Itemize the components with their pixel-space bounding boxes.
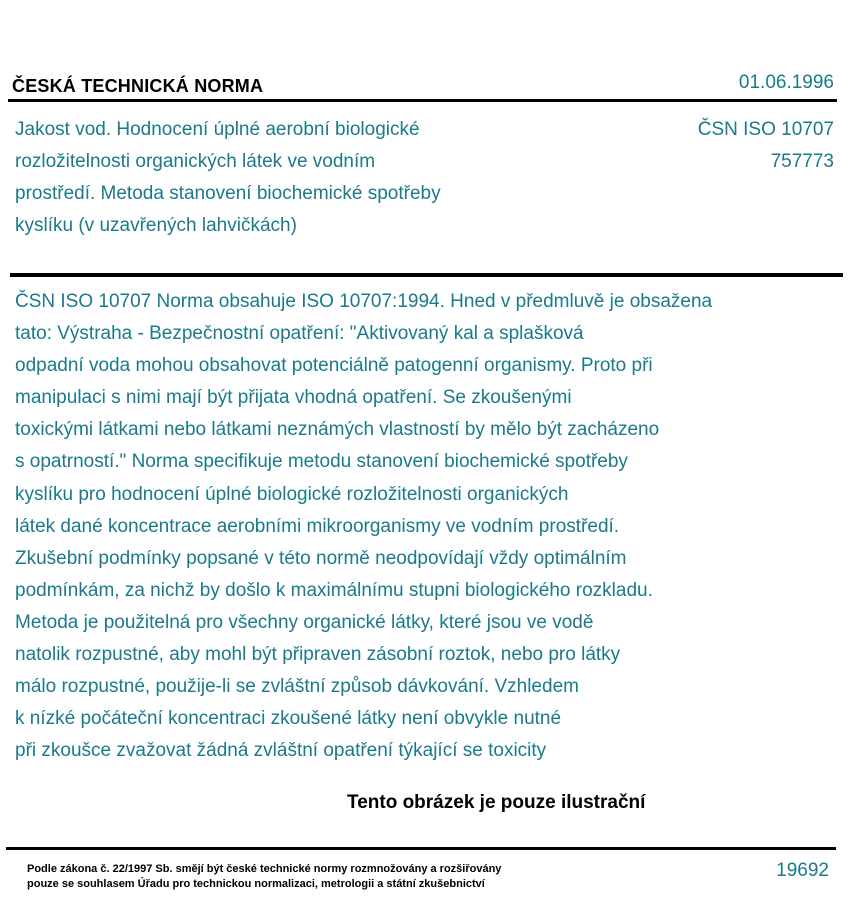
norm-title-line: kyslíku (v uzavřených lahvičkách) — [15, 215, 297, 236]
legal-notice — [27, 862, 501, 892]
abstract-line: natolik rozpustné, aby mohl být připraven zásobní roztok, nebo pro látky — [15, 644, 621, 666]
footer-divider — [6, 847, 836, 850]
class-code: 757773 — [770, 151, 834, 172]
abstract-line: Metoda je použitelná pro všechny organické látky, které jsou ve vodě — [15, 611, 594, 633]
abstract-line: při zkoušce zvažovat žádná zvláštní opatření týkající se toxicity — [15, 740, 547, 762]
abstract-line: kyslíku pro hodnocení úplné biologické rozložitelnosti organických — [15, 483, 569, 505]
abstract-line: Zkušební podmínky popsané v této normě neodpovídají vždy optimálním — [15, 547, 627, 569]
header-divider — [8, 99, 837, 102]
document-number: 19692 — [776, 860, 829, 881]
title-divider — [10, 273, 843, 277]
norm-title-line: Jakost vod. Hodnocení úplné aerobní biologické — [15, 119, 420, 140]
abstract-line: s opatrností." Norma specifikuje metodu stanovení biochemické spotřeby — [15, 451, 628, 473]
norm-title-line: prostředí. Metoda stanovení biochemické spotřeby — [15, 183, 441, 204]
issue-date: 01.06.1996 — [738, 72, 834, 93]
norm-title-line: rozložitelnosti organických látek ve vodním — [15, 151, 376, 172]
abstract-line: toxickými látkami nebo látkami neznámých vlastností by mělo být zacházeno — [15, 419, 660, 441]
norm-title — [15, 114, 535, 242]
document-header-title: ČESKÁ TECHNICKÁ NORMA — [12, 76, 264, 96]
abstract-line: manipulaci s nimi mají být přijata vhodná opatření. Se zkoušenými — [15, 387, 572, 409]
norm-abstract — [15, 286, 845, 767]
legal-notice-line: pouze se souhlasem Úřadu pro technickou normalizaci, metrologii a státní zkušebnictví — [27, 878, 485, 890]
abstract-line: ČSN ISO 10707 Norma obsahuje ISO 10707:1994. Hned v předmluvě je obsažena — [15, 291, 713, 312]
abstract-line: málo rozpustné, použije-li se zvláštní způsob dávkování. Vzhledem — [15, 676, 579, 698]
abstract-line: tato: Výstraha - Bezpečnostní opatření: "Aktivovaný kal a splašková — [15, 323, 584, 345]
legal-notice-line: Podle zákona č. 22/1997 Sb. smějí být české technické normy rozmnožovány a rozšiřovány — [27, 863, 502, 875]
abstract-line: odpadní voda mohou obsahovat potenciálně patogenní organismy. Proto při — [15, 355, 653, 377]
norm-codes — [698, 114, 834, 178]
abstract-line: podmínkám, za nichž by došlo k maximálnímu stupni biologického rozkladu. — [15, 579, 653, 601]
abstract-line: k nízké počáteční koncentraci zkoušené látky není obvykle nutné — [15, 708, 562, 730]
illustrative-note: Tento obrázek je pouze ilustrační — [347, 792, 646, 813]
norm-number: ČSN ISO 10707 — [697, 119, 834, 140]
abstract-line: látek dané koncentrace aerobními mikroorganismy ve vodním prostředí. — [15, 515, 620, 537]
